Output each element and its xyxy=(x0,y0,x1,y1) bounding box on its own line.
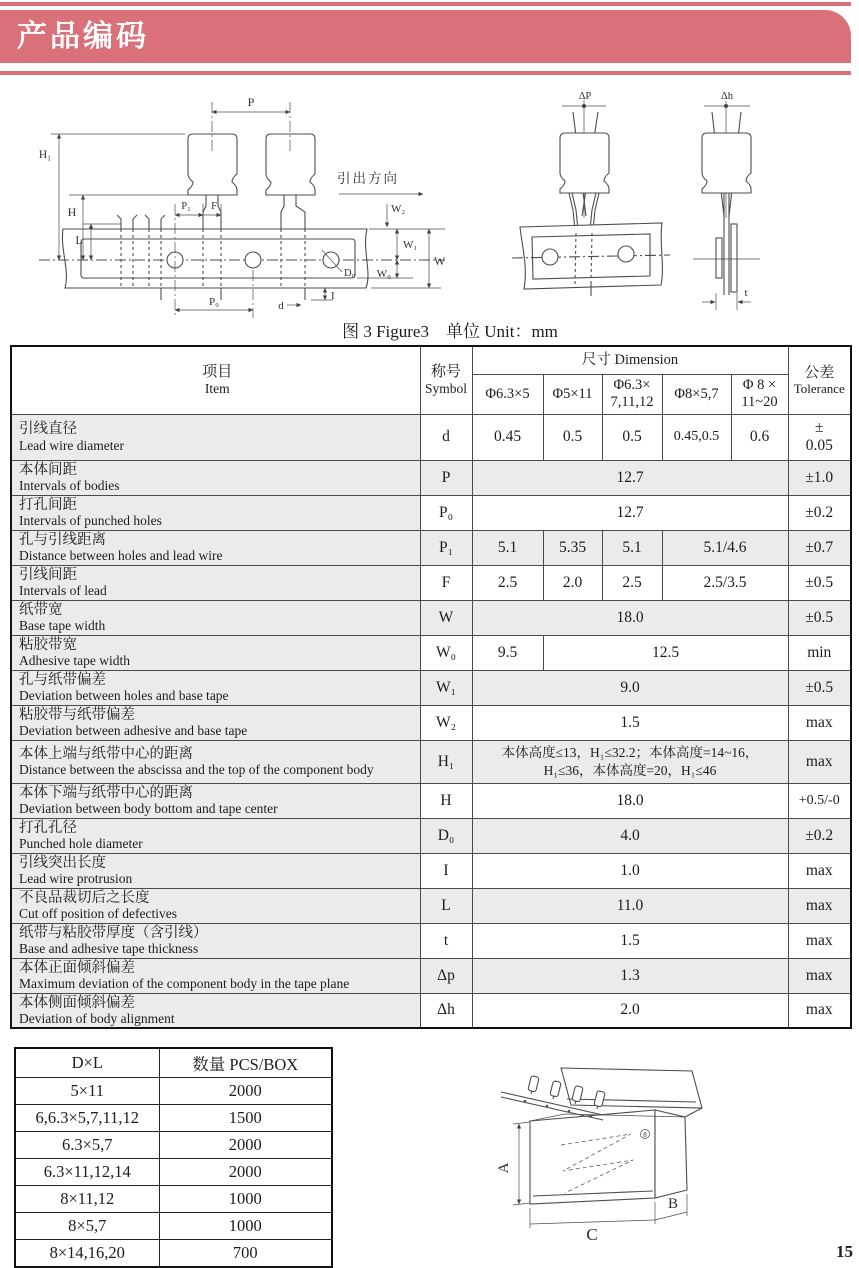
dim-col-4: Φ8×5,7 xyxy=(662,374,731,414)
spec-row-dh xyxy=(11,993,851,1028)
spec-tolerance-cell: ±0.7 xyxy=(788,530,851,565)
spec-value-cell: 1.0 xyxy=(472,853,788,888)
spec-value-cell: 9.5 xyxy=(472,635,543,670)
spec-row-h1 xyxy=(11,740,851,783)
pcs-row xyxy=(15,1213,332,1240)
label-w1: W₁ xyxy=(403,239,418,251)
capacitor-bodies xyxy=(188,134,315,195)
spec-item-cell: 打孔孔径 Punched hole diameter xyxy=(11,818,420,853)
spec-header-symbol xyxy=(420,346,472,414)
page-title: 产品编码 xyxy=(17,20,149,53)
spec-tolerance-cell: ±0.5 xyxy=(788,600,851,635)
label-f: F xyxy=(211,201,217,212)
spec-item-cell: 粘胶带宽 Adhesive tape width xyxy=(11,635,420,670)
pcs-row xyxy=(15,1105,332,1132)
header-stripe-top xyxy=(0,2,851,6)
item-header-zh: 项目 xyxy=(202,364,233,381)
page-number: 15 xyxy=(836,1242,853,1261)
lead-direction xyxy=(337,170,423,194)
label-b: B xyxy=(667,1196,679,1212)
label-w2: W₂ xyxy=(391,203,406,215)
spec-value-cell: 2.5 xyxy=(472,565,543,600)
spec-symbol-cell: Δh xyxy=(420,993,472,1028)
spec-item-cell: 本体上端与纸带中心的距离 Distance between the abscissa and the top of the component body xyxy=(11,740,420,783)
spec-tolerance-cell: ±1.0 xyxy=(788,460,851,495)
spec-tolerance-cell: ±0.2 xyxy=(788,818,851,853)
spec-value-cell: 2.0 xyxy=(472,993,788,1028)
pcs-qty: 2000 xyxy=(159,1132,332,1159)
spec-value-cell: 9.0 xyxy=(472,670,788,705)
pcs-qty: 1500 xyxy=(159,1105,332,1132)
spec-item-cell: 纸带与粘胶带厚度（含引线） Base and adhesive tape thickness xyxy=(11,923,420,958)
spec-tolerance-cell: ± 0.05 xyxy=(788,414,851,460)
dim-col-5: Φ 8 × 11~20 xyxy=(731,374,788,414)
spec-header-item xyxy=(11,346,420,414)
pcs-size: 6,6.3×5,7,11,12 xyxy=(15,1105,159,1132)
spec-item-cell: 打孔间距 Intervals of punched holes xyxy=(11,495,420,530)
spec-symbol-cell: P₀ xyxy=(420,495,472,530)
label-delta-h: Δh xyxy=(720,91,734,102)
spec-symbol-cell: W₂ xyxy=(420,705,472,740)
label-h: H xyxy=(67,205,77,219)
pcs-header-row xyxy=(15,1048,332,1078)
spec-symbol-cell: W xyxy=(420,600,472,635)
spec-tolerance-cell: max xyxy=(788,853,851,888)
label-w0: W₀ xyxy=(376,268,391,280)
pcs-qty: 1000 xyxy=(159,1213,332,1240)
spec-row-w0 xyxy=(11,635,851,670)
spec-value-cell: 0.45,0.5 xyxy=(662,414,731,460)
box-mark: 8 xyxy=(643,1131,647,1139)
spec-tolerance-cell: max xyxy=(788,705,851,740)
spec-symbol-cell: W₀ xyxy=(420,635,472,670)
box-body xyxy=(530,1110,687,1204)
page-header-banner xyxy=(0,10,851,63)
pcs-size: 8×14,16,20 xyxy=(15,1240,159,1268)
spec-item-cell: 引线间距 Intervals of lead xyxy=(11,565,420,600)
pcs-qty: 2000 xyxy=(159,1159,332,1186)
spec-item-cell: 引线突出长度 Lead wire protrusion xyxy=(11,853,420,888)
tolerance-header-zh: 公差 xyxy=(804,364,835,381)
spec-symbol-cell: L xyxy=(420,888,472,923)
pcs-size: 6.3×11,12,14 xyxy=(15,1159,159,1186)
spec-value-cell: 4.0 xyxy=(472,818,788,853)
spec-tolerance-cell: max xyxy=(788,958,851,993)
dim-col-2: Φ5×11 xyxy=(543,374,602,414)
spec-tolerance-cell: ±0.5 xyxy=(788,670,851,705)
spec-row-h xyxy=(11,783,851,818)
figure-caption: 图 3 Figure3 单位 Unit：mm xyxy=(342,322,558,341)
spec-symbol-cell: Δp xyxy=(420,958,472,993)
spec-row-d xyxy=(11,414,851,460)
spec-value-cell: 0.5 xyxy=(543,414,602,460)
label-d: d xyxy=(278,300,284,312)
spec-symbol-cell: D₀ xyxy=(420,818,472,853)
spec-value-cell: 本体高度≤13，H₁≤32.2；本体高度=14~16， H₁≤36，本体高度=20，H₁≤46 xyxy=(472,740,788,783)
spec-tolerance-cell: +0.5/-0 xyxy=(788,783,851,818)
packing-box-diagram xyxy=(495,1052,840,1267)
spec-tolerance-cell: ±0.5 xyxy=(788,565,851,600)
label-i: I xyxy=(331,290,335,302)
pcs-row xyxy=(15,1159,332,1186)
tape-packaging-diagram xyxy=(25,88,455,320)
label-p: P xyxy=(247,95,255,109)
spec-row-w1 xyxy=(11,670,851,705)
spec-row-w xyxy=(11,600,851,635)
front-tilt-view xyxy=(512,91,670,296)
spec-item-cell: 粘胶带与纸带偏差 Deviation between adhesive and base tape xyxy=(11,705,420,740)
spec-row-p0 xyxy=(11,495,851,530)
dimension-b xyxy=(655,1194,687,1220)
pcs-size: 8×5,7 xyxy=(15,1213,159,1240)
tolerance-header-en: Tolerance xyxy=(793,380,845,396)
spec-row-dp xyxy=(11,958,851,993)
pcs-size: 8×11,12 xyxy=(15,1186,159,1213)
dimension-a xyxy=(496,1122,530,1205)
pcs-row xyxy=(15,1240,332,1268)
spec-value-cell: 12.7 xyxy=(472,460,788,495)
spec-tolerance-cell: max xyxy=(788,888,851,923)
pcs-row xyxy=(15,1186,332,1213)
spec-value-cell: 12.5 xyxy=(543,635,788,670)
label-l: L xyxy=(75,233,83,247)
spec-symbol-cell: I xyxy=(420,853,472,888)
dimension-header-en: Dimension xyxy=(614,351,679,368)
spec-item-cell: 不良品裁切后之长度 Cut off position of defectives xyxy=(11,888,420,923)
item-header-en: Item xyxy=(204,381,230,397)
spec-value-cell: 5.1 xyxy=(602,530,662,565)
label-delta-p: ΔP xyxy=(578,91,592,102)
label-h1: H₁ xyxy=(38,149,52,161)
spec-item-cell: 本体正面倾斜偏差 Maximum deviation of the component body in the tape plane xyxy=(11,958,420,993)
spec-item-cell: 孔与纸带偏差 Deviation between holes and base tape xyxy=(11,670,420,705)
label-d0: D₀ xyxy=(344,268,356,279)
spec-value-cell: 2.5/3.5 xyxy=(662,565,788,600)
spec-tolerance-cell: max xyxy=(788,993,851,1028)
pcs-size: 6.3×5,7 xyxy=(15,1132,159,1159)
spec-value-cell: 1.5 xyxy=(472,923,788,958)
spec-row-w2 xyxy=(11,705,851,740)
label-w: W xyxy=(434,254,446,268)
spec-row-d0 xyxy=(11,818,851,853)
dimension-w-group xyxy=(357,203,446,288)
pcs-row xyxy=(15,1132,332,1159)
side-tilt-view xyxy=(693,91,760,310)
spec-symbol-cell: P₁ xyxy=(420,530,472,565)
pcs-header-dxl: D×L xyxy=(15,1048,159,1078)
spec-row-i xyxy=(11,853,851,888)
spec-value-cell: 5.1 xyxy=(472,530,543,565)
spec-value-cell: 1.5 xyxy=(472,705,788,740)
spec-value-cell: 18.0 xyxy=(472,783,788,818)
spec-value-cell: 5.35 xyxy=(543,530,602,565)
spec-symbol-cell: H₁ xyxy=(420,740,472,783)
symbol-header-zh: 称号 xyxy=(430,364,461,381)
spec-item-cell: 本体下端与纸带中心的距离 Deviation between body bottom and tape center xyxy=(11,783,420,818)
dim-col-3: Φ6.3× 7,11,12 xyxy=(602,374,662,414)
spec-value-cell: 11.0 xyxy=(472,888,788,923)
spec-item-cell: 本体侧面倾斜偏差 Deviation of body alignment xyxy=(11,993,420,1028)
spec-row-l xyxy=(11,888,851,923)
spec-value-cell: 0.45 xyxy=(472,414,543,460)
spec-value-cell: 12.7 xyxy=(472,495,788,530)
label-a: A xyxy=(496,1162,512,1174)
spec-tolerance-cell: max xyxy=(788,740,851,783)
label-c: C xyxy=(586,1225,598,1244)
dim-col-1: Φ6.3×5 xyxy=(472,374,543,414)
spec-value-cell: 0.6 xyxy=(731,414,788,460)
spec-value-cell: 1.3 xyxy=(472,958,788,993)
spec-value-cell: 0.5 xyxy=(602,414,662,460)
label-p1: P₁ xyxy=(181,201,191,212)
pcs-size: 5×11 xyxy=(15,1078,159,1105)
dimension-header-zh: 尺寸 xyxy=(581,351,611,368)
pcs-qty: 2000 xyxy=(159,1078,332,1105)
spec-header-dimension xyxy=(472,346,788,374)
spec-header-tolerance xyxy=(788,346,851,414)
pcs-row xyxy=(15,1078,332,1105)
label-p0: P₀ xyxy=(209,296,219,308)
spec-symbol-cell: H xyxy=(420,783,472,818)
spec-item-cell: 本体间距 Intervals of bodies xyxy=(11,460,420,495)
spec-row-t xyxy=(11,923,851,958)
dimension-c xyxy=(530,1202,655,1244)
tilt-deviation-diagrams xyxy=(488,88,853,323)
lead-direction-label: 引出方向 xyxy=(337,171,399,186)
spec-value-cell: 2.5 xyxy=(602,565,662,600)
pcs-qty: 1000 xyxy=(159,1186,332,1213)
spec-symbol-cell: P xyxy=(420,460,472,495)
spec-symbol-cell: F xyxy=(420,565,472,600)
spec-value-cell: 5.1/4.6 xyxy=(662,530,788,565)
pcs-qty: 700 xyxy=(159,1240,332,1268)
spec-item-cell: 引线直径 Lead wire diameter xyxy=(11,414,420,460)
spec-symbol-cell: t xyxy=(420,923,472,958)
spec-header-row-1 xyxy=(11,346,851,374)
spec-tolerance-cell: min xyxy=(788,635,851,670)
spec-item-cell: 孔与引线距离 Distance between holes and lead wire xyxy=(11,530,420,565)
spec-symbol-cell: d xyxy=(420,414,472,460)
label-t: t xyxy=(744,287,748,299)
header-stripe-bottom xyxy=(0,71,851,75)
pcs-per-box-table xyxy=(14,1047,333,1268)
taping-spec-table xyxy=(10,345,852,1029)
spec-symbol-cell: W₁ xyxy=(420,670,472,705)
spec-item-cell: 纸带宽 Base tape width xyxy=(11,600,420,635)
spec-value-cell: 18.0 xyxy=(472,600,788,635)
spec-row-p1 xyxy=(11,530,851,565)
spec-value-cell: 2.0 xyxy=(543,565,602,600)
spec-row-f xyxy=(11,565,851,600)
pcs-header-qty: 数量 PCS/BOX xyxy=(159,1048,332,1078)
symbol-header-en: Symbol xyxy=(424,381,467,397)
spec-tolerance-cell: max xyxy=(788,923,851,958)
spec-tolerance-cell: ±0.2 xyxy=(788,495,851,530)
spec-row-p xyxy=(11,460,851,495)
dimension-d-i xyxy=(278,288,335,312)
